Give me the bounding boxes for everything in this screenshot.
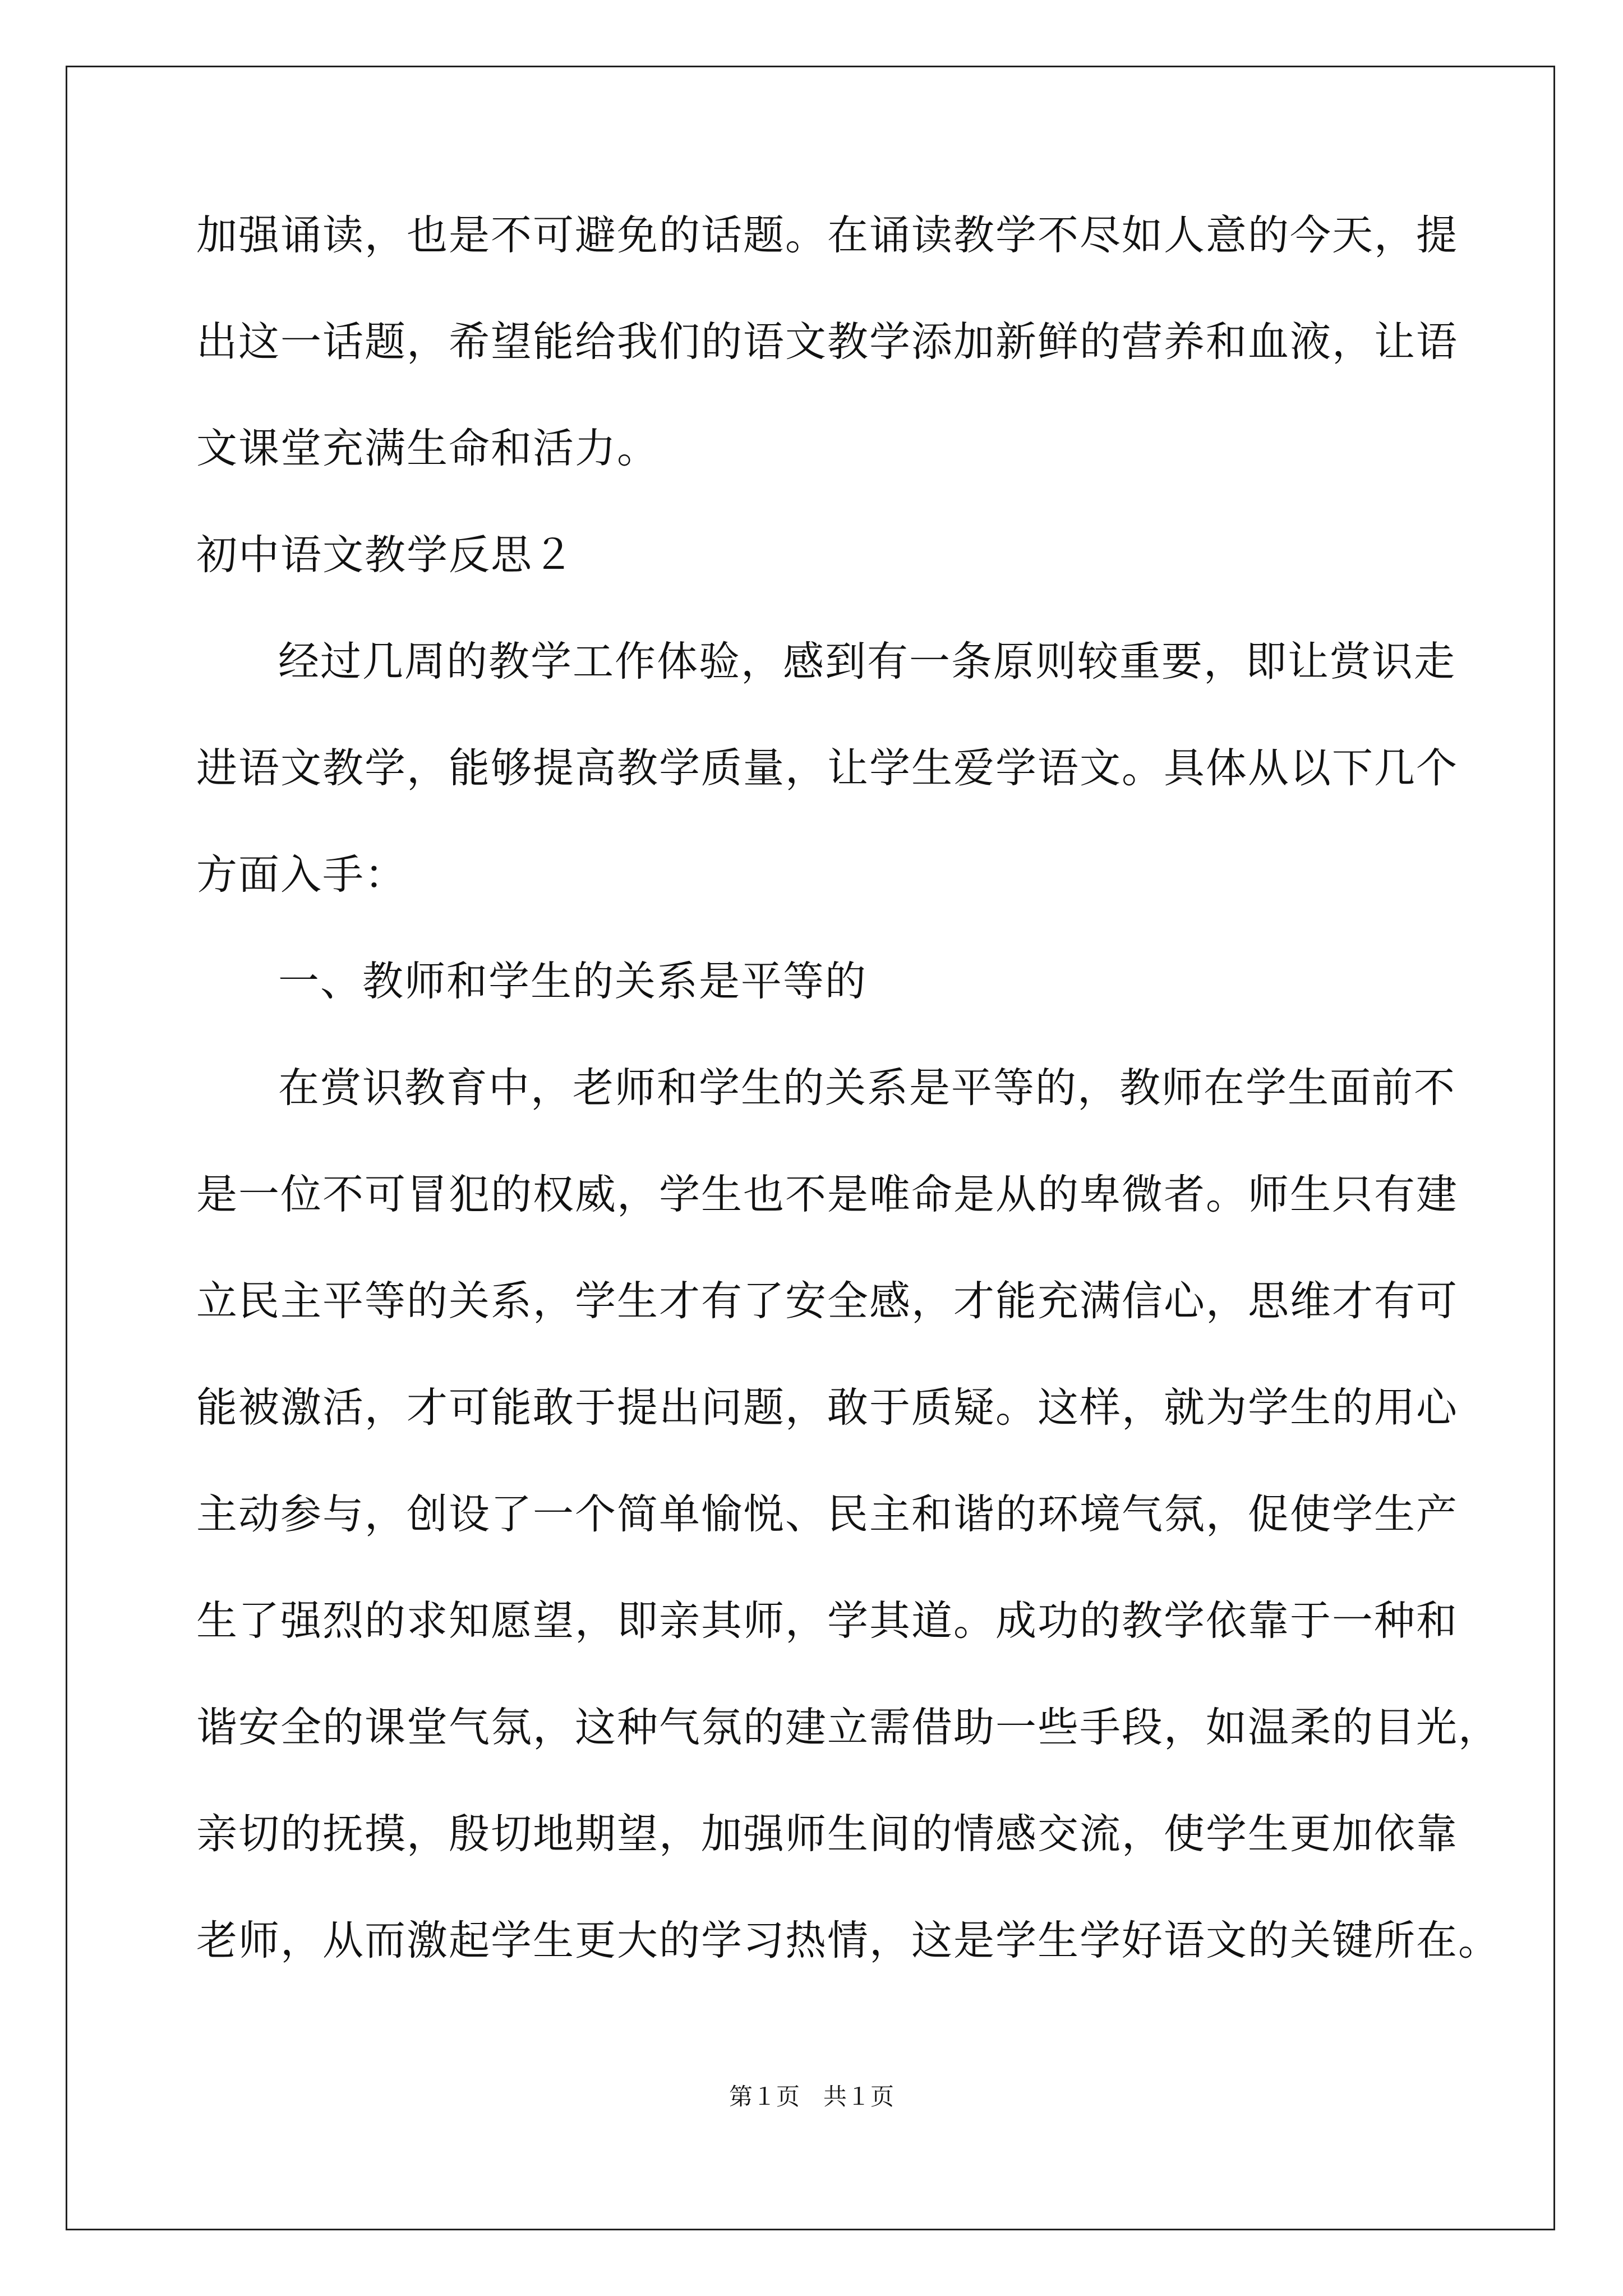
text-line: 进语文教学，能够提高教学质量，让学生爱学语文。具体从以下几个 — [196, 744, 1458, 792]
text-line: 主动参与，创设了一个简单愉悦、民主和谐的环境气氛，促使学生产 — [196, 1490, 1458, 1538]
text-line: 是一位不可冒犯的权威，学生也不是唯命是从的卑微者。师生只有建 — [196, 1171, 1458, 1218]
text-line: 亲切的抚摸，殷切地期望，加强师生间的情感交流，使学生更加依靠 — [196, 1810, 1458, 1858]
text-line: 文课堂充满生命和活力。 — [196, 425, 659, 472]
sub-heading: 一、教师和学生的关系是平等的 — [278, 958, 867, 1005]
text-line: 谐安全的课堂气氛，这种气氛的建立需借助一些手段，如温柔的目光， — [196, 1704, 1500, 1751]
page-border — [66, 66, 1555, 2230]
text-line: 经过几周的教学工作体验，感到有一条原则较重要，即让赏识走 — [278, 638, 1456, 685]
text-line: 方面入手： — [196, 851, 407, 899]
text-line: 出这一话题，希望能给我们的语文教学添加新鲜的营养和血液，让语 — [196, 318, 1458, 366]
text-line: 生了强烈的求知愿望，即亲其师，学其道。成功的教学依靠于一种和 — [196, 1597, 1458, 1645]
section-heading: 初中语文教学反思２ — [196, 531, 575, 579]
text-line: 在赏识教育中，老师和学生的关系是平等的，教师在学生面前不 — [278, 1064, 1456, 1112]
text-line: 能被激活，才可能敢于提出问题，敢于质疑。这样，就为学生的用心 — [196, 1384, 1458, 1432]
text-line: 立民主平等的关系，学生才有了安全感，才能充满信心，思维才有可 — [196, 1277, 1458, 1325]
text-line: 老师，从而激起学生更大的学习热情，这是学生学好语文的关键所在。 — [196, 1917, 1500, 1964]
text-line: 加强诵读，也是不可避免的话题。在诵读教学不尽如人意的今天，提 — [196, 211, 1458, 259]
page-footer: 第１页 共１页 — [728, 2083, 894, 2110]
